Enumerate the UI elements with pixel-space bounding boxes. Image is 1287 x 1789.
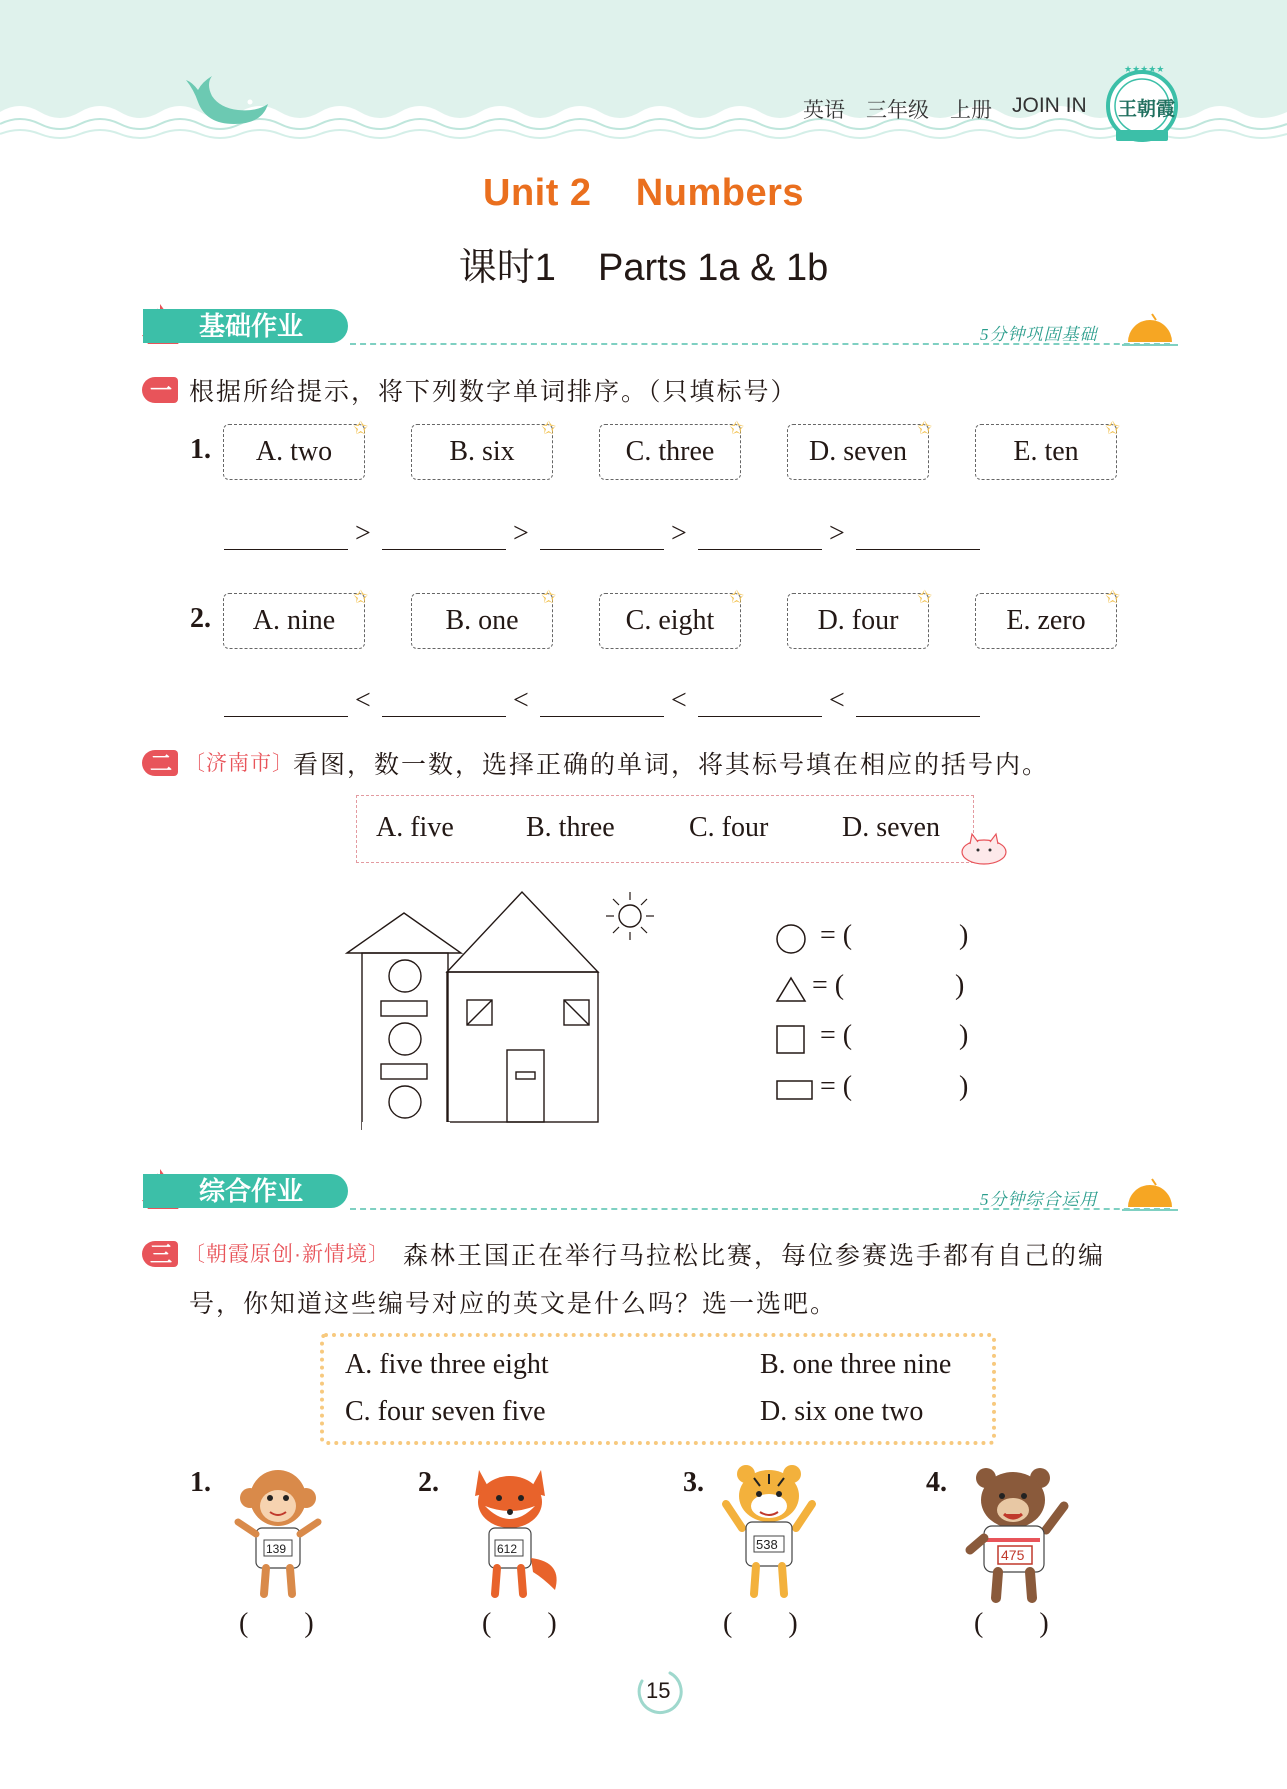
q3-option-c: C. four seven five xyxy=(345,1396,546,1427)
runner3-answer[interactable]: ( ) xyxy=(723,1608,798,1639)
star-icon: ✩ xyxy=(729,418,745,438)
answer-blank[interactable] xyxy=(224,549,348,550)
volume-label: 上册 xyxy=(950,99,992,122)
q2-badge-label: 二 xyxy=(150,751,173,776)
q1-row2-operator: < xyxy=(829,685,845,716)
q2-close-4: ) xyxy=(959,1071,969,1102)
section2-banner xyxy=(143,1174,348,1208)
q1-row2-option-a: A. nine xyxy=(223,593,365,649)
q1-row2-number: 2. xyxy=(190,603,211,634)
square-icon xyxy=(775,1024,807,1056)
answer-blank[interactable] xyxy=(698,716,822,717)
whale-icon xyxy=(176,72,276,132)
runner2-number: 2. xyxy=(418,1467,439,1498)
section2-label: 综合作业 xyxy=(199,1176,304,1206)
triangle-icon xyxy=(774,974,808,1004)
q1-badge xyxy=(142,377,178,403)
q2-answer-slot-4[interactable] xyxy=(862,1071,952,1105)
q1-row1-option-c: C. three xyxy=(599,424,741,480)
q1-row2-operator: < xyxy=(355,685,371,716)
q1-row2-option-d: D. four xyxy=(787,593,929,649)
house-picture xyxy=(340,880,670,1130)
q2-instruction: 看图，数一数，选择正确的单词，将其标号填在相应的括号内。 xyxy=(293,751,1050,779)
q2-close-3: ) xyxy=(959,1020,969,1051)
rectangle-icon xyxy=(775,1079,815,1101)
tiger-runner-illustration xyxy=(714,1460,824,1602)
runner3-number: 3. xyxy=(683,1467,704,1498)
q2-answer-slot-3[interactable] xyxy=(862,1020,952,1054)
brand-logo xyxy=(1104,64,1180,144)
q2-eq-2: = ( xyxy=(812,970,845,1001)
q3-source: 〔朝霞原创·新情境〕 xyxy=(184,1243,390,1266)
runner1-number: 1. xyxy=(190,1467,211,1498)
runner1-bib: 139 xyxy=(266,1542,287,1556)
q3-option-b: B. one three nine xyxy=(760,1349,952,1380)
answer-blank[interactable] xyxy=(856,716,980,717)
answer-blank[interactable] xyxy=(540,716,664,717)
q1-row2-operator: < xyxy=(513,685,529,716)
q3-instruction-line2: 号，你知道这些编号对应的英文是什么吗？选一选吧。 xyxy=(189,1290,838,1318)
subject-label: 英语 xyxy=(803,99,845,122)
q1-row2-option-c: C. eight xyxy=(599,593,741,649)
q3-badge-label: 三 xyxy=(150,1242,173,1267)
star-icon: ✩ xyxy=(353,418,369,438)
star-icon: ✩ xyxy=(541,418,557,438)
runner2-bib: 612 xyxy=(497,1542,518,1556)
q2-eq-1: = ( xyxy=(820,920,853,951)
q2-option-a: A. five xyxy=(376,812,454,843)
q1-row2-option-b: B. one xyxy=(411,593,553,649)
grade-label: 三年级 xyxy=(866,99,929,122)
runner1-answer[interactable]: ( ) xyxy=(239,1608,314,1639)
cat-icon xyxy=(958,828,1012,866)
answer-blank[interactable] xyxy=(540,549,664,550)
q1-row1-option-d: D. seven xyxy=(787,424,929,480)
fox-runner-illustration xyxy=(455,1462,565,1602)
answer-blank[interactable] xyxy=(382,716,506,717)
q3-instruction-line1: 森林王国正在举行马拉松比赛，每位参赛选手都有自己的编 xyxy=(403,1242,1106,1270)
circle-icon xyxy=(774,922,808,956)
page-header xyxy=(0,0,1287,150)
q1-row1-option-a: A. two xyxy=(223,424,365,480)
section1-banner xyxy=(143,309,348,343)
unit-title: Unit 2 Numbers xyxy=(483,172,804,214)
answer-blank[interactable] xyxy=(224,716,348,717)
q1-badge-label: 一 xyxy=(150,378,173,403)
star-icon: ✩ xyxy=(541,587,557,607)
q2-close-1: ) xyxy=(959,920,969,951)
q3-option-d: D. six one two xyxy=(760,1396,924,1427)
q2-eq-4: = ( xyxy=(820,1071,853,1102)
q2-source: 〔济南市〕 xyxy=(184,752,294,775)
lesson-title: 课时1 Parts 1a & 1b xyxy=(458,247,829,289)
q1-row1-option-e: E. ten xyxy=(975,424,1117,480)
q3-badge xyxy=(142,1241,178,1267)
star-icon: ✩ xyxy=(729,587,745,607)
star-icon: ✩ xyxy=(917,418,933,438)
runner3-bib: 538 xyxy=(756,1537,778,1552)
q2-eq-3: = ( xyxy=(820,1020,853,1051)
answer-blank[interactable] xyxy=(382,549,506,550)
q3-option-a: A. five three eight xyxy=(345,1349,549,1380)
q1-instruction: 根据所给提示，将下列数字单词排序。（只填标号） xyxy=(189,378,798,406)
q2-option-b: B. three xyxy=(526,812,615,843)
star-icon: ✩ xyxy=(1105,418,1121,438)
star-icon: ✩ xyxy=(1105,587,1121,607)
section1-label: 基础作业 xyxy=(199,311,304,341)
logo-text: 王朝霞 xyxy=(1118,98,1176,120)
star-icon: ✩ xyxy=(917,587,933,607)
q1-row1-operator: > xyxy=(513,518,529,549)
q2-answer-slot-1[interactable] xyxy=(862,920,952,954)
svg-text:★★★★★: ★★★★★ xyxy=(1124,64,1165,74)
q2-option-d: D. seven xyxy=(842,812,940,843)
q1-row1-operator: > xyxy=(829,518,845,549)
q1-row1-operator: > xyxy=(671,518,687,549)
q1-row2-operator: < xyxy=(671,685,687,716)
sunset-icon xyxy=(1122,1177,1178,1215)
q1-row1-number: 1. xyxy=(190,434,211,465)
q2-option-c: C. four xyxy=(689,812,769,843)
monkey-runner-illustration xyxy=(228,1462,328,1602)
runner4-bib: 475 xyxy=(1001,1547,1025,1563)
q2-close-2: ) xyxy=(955,970,965,1001)
section2-note: 5分钟综合运用 xyxy=(980,1190,1098,1209)
q1-row2-option-e: E. zero xyxy=(975,593,1117,649)
star-icon: ✩ xyxy=(353,587,369,607)
section1-note: 5分钟巩固基础 xyxy=(980,325,1098,344)
bear-runner-illustration xyxy=(960,1460,1078,1604)
runner4-number: 4. xyxy=(926,1467,947,1498)
q2-answer-slot-2[interactable] xyxy=(856,970,946,1004)
runner2-answer[interactable]: ( ) xyxy=(482,1608,557,1639)
q1-row1-operator: > xyxy=(355,518,371,549)
spacer xyxy=(362,1122,450,1132)
q1-row1-option-b: B. six xyxy=(411,424,553,480)
sunset-icon xyxy=(1122,312,1178,350)
runner4-answer[interactable]: ( ) xyxy=(974,1608,1049,1639)
answer-blank[interactable] xyxy=(856,549,980,550)
q2-badge xyxy=(142,750,178,776)
edition-label: JOIN IN xyxy=(1012,94,1087,117)
page-number: 15 xyxy=(646,1678,671,1703)
answer-blank[interactable] xyxy=(698,549,822,550)
